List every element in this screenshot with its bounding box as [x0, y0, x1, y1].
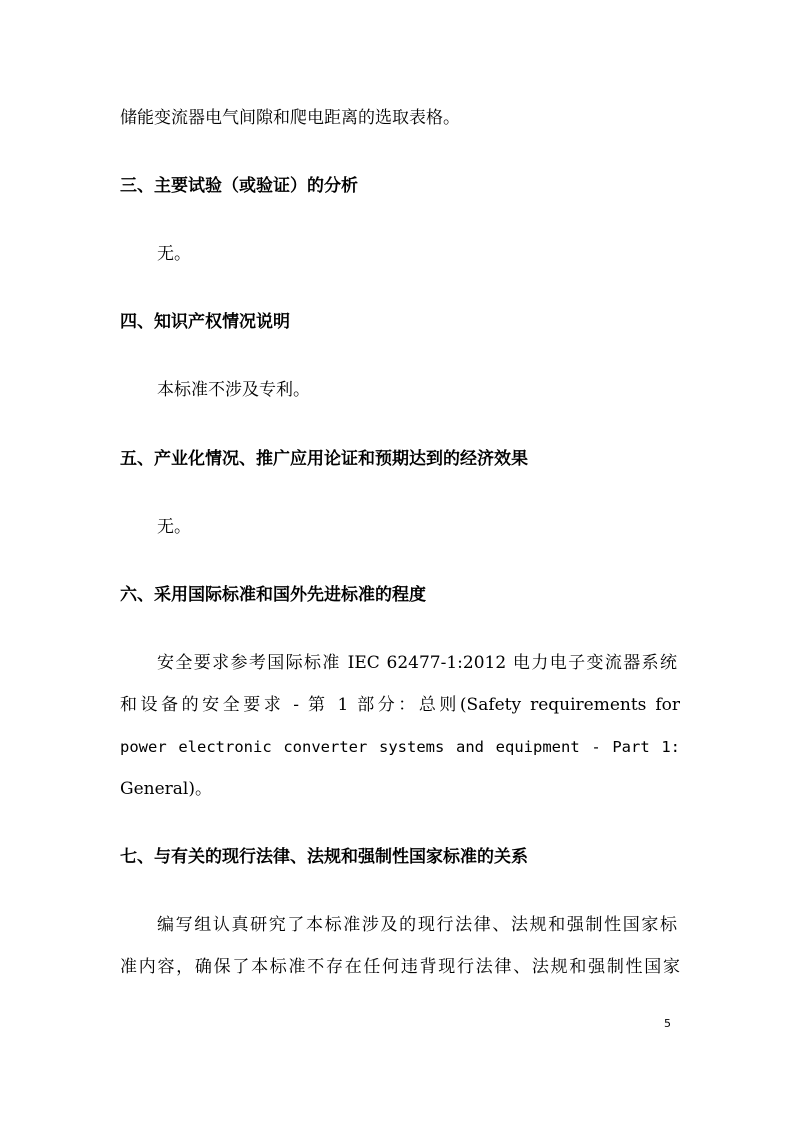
paragraph-continuation: 储能变流器电气间隙和爬电距离的选取表格。 — [120, 108, 460, 128]
section-6-body-line-4: General)。 — [120, 779, 212, 799]
section-5-body: 无。 — [157, 517, 191, 537]
section-7-body-line-1: 编写组认真研究了本标准涉及的现行法律、法规和强制性国家标 — [157, 915, 677, 935]
section-heading-5: 五、产业化情况、推广应用论证和预期达到的经济效果 — [120, 449, 528, 469]
section-heading-4: 四、知识产权情况说明 — [120, 312, 290, 332]
page-number: 5 — [664, 1017, 671, 1030]
section-heading-6: 六、采用国际标准和国外先进标准的程度 — [120, 585, 426, 605]
section-6-body-line-1: 安全要求参考国际标准 IEC 62477-1:2012 电力电子变流器系统 — [157, 653, 677, 673]
section-4-body: 本标准不涉及专利。 — [157, 380, 310, 400]
section-heading-3: 三、主要试验（或验证）的分析 — [120, 176, 358, 196]
section-6-body-line-2: 和设备的安全要求 - 第 1 部分：总则(Safety requirements for — [120, 695, 680, 715]
section-7-body-line-2: 准内容，确保了本标准不存在任何违背现行法律、法规和强制性国家 — [120, 957, 680, 977]
section-3-body: 无。 — [157, 244, 191, 264]
section-6-body-line-3: power electronic converter systems and equipment - Part 1: — [120, 738, 680, 756]
section-heading-7: 七、与有关的现行法律、法规和强制性国家标准的关系 — [120, 847, 528, 867]
